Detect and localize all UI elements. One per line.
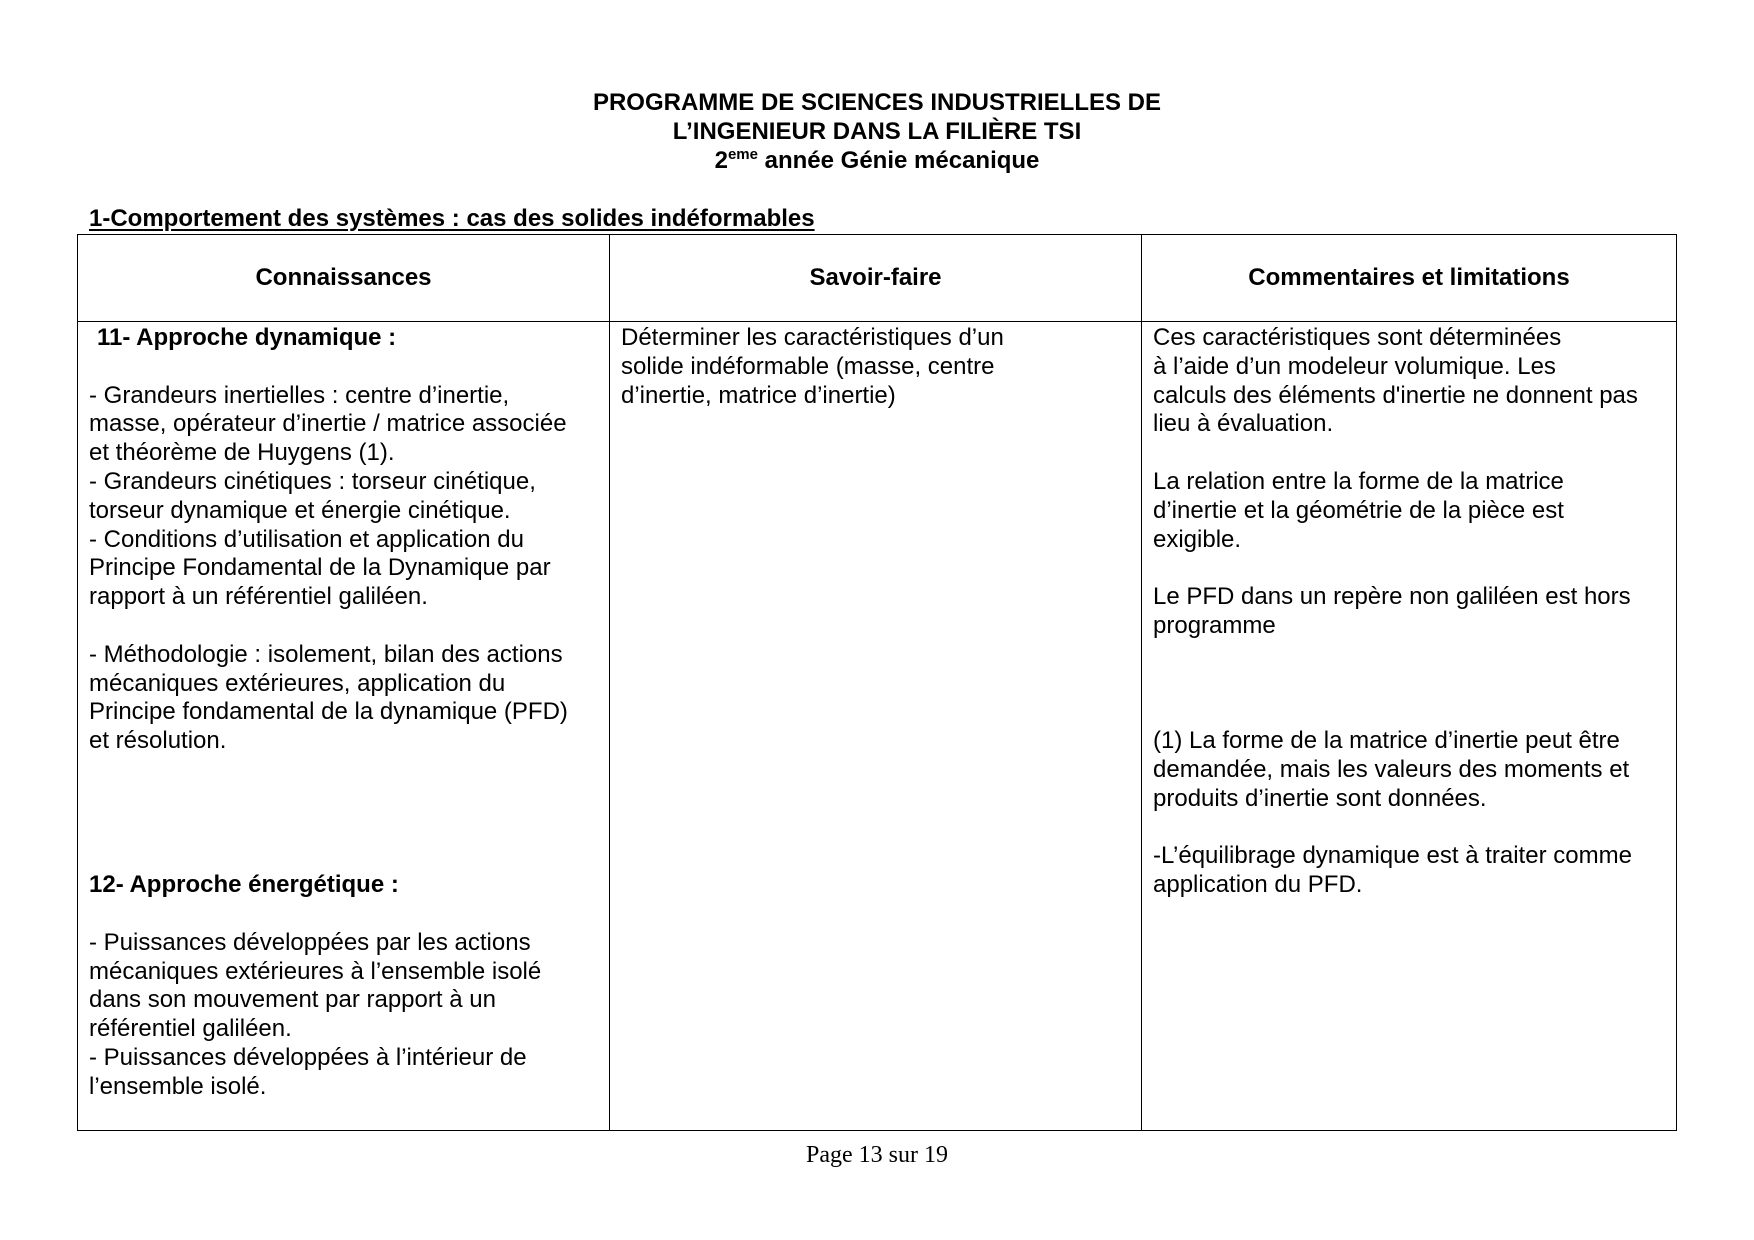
list-item: produits d’inertie sont données. bbox=[1153, 784, 1487, 812]
list-item: mécaniques extérieures, application du bbox=[89, 669, 506, 697]
program-table bbox=[77, 234, 1677, 1131]
list-item: et résolution. bbox=[89, 727, 227, 755]
list-item: - Méthodologie : isolement, bilan des actions bbox=[89, 640, 563, 668]
title-line-1: PROGRAMME DE SCIENCES INDUSTRIELLES DE bbox=[592, 89, 1162, 116]
list-item: d’inertie, matrice d’inertie) bbox=[621, 381, 896, 409]
cell-savoir-faire bbox=[610, 322, 1142, 1131]
list-item: Déterminer les caractéristiques d’un bbox=[621, 324, 1004, 351]
list-item: (1) La forme de la matrice d’inertie peut être bbox=[1153, 727, 1620, 755]
list-item: torseur dynamique et énergie cinétique. bbox=[89, 496, 511, 524]
list-item: application du PFD. bbox=[1153, 871, 1363, 899]
list-item: La relation entre la forme de la matrice bbox=[1153, 467, 1564, 495]
document-title bbox=[0, 88, 1754, 175]
list-item: - Puissances développées à l’intérieur de bbox=[89, 1043, 527, 1071]
title-line-2: L’INGENIEUR DANS LA FILIÈRE TSI bbox=[672, 118, 1082, 145]
heading-approche-energetique: 12- Approche énergétique : bbox=[89, 871, 399, 899]
year-superscript: eme bbox=[727, 146, 758, 163]
list-item: et théorème de Huygens (1). bbox=[89, 439, 395, 467]
list-item: lieu à évaluation. bbox=[1153, 410, 1334, 438]
page-number: Page 13 sur 19 bbox=[806, 1142, 948, 1168]
header-connaissances: Connaissances bbox=[78, 235, 610, 322]
list-item: demandée, mais les valeurs des moments et bbox=[1153, 755, 1630, 783]
table-header-row bbox=[78, 235, 1677, 322]
list-item: rapport à un référentiel galiléen. bbox=[89, 583, 428, 611]
list-item: dans son mouvement par rapport à un bbox=[89, 986, 496, 1014]
list-item: solide indéformable (masse, centre bbox=[621, 352, 995, 380]
header-savoir-faire: Savoir-faire bbox=[610, 235, 1142, 322]
list-item: - Conditions d’utilisation et application du bbox=[89, 525, 524, 553]
list-item: Principe Fondamental de la Dynamique par bbox=[89, 554, 551, 582]
year-description: année Génie mécanique bbox=[757, 147, 1040, 174]
heading-approche-dynamique: 11- Approche dynamique : bbox=[97, 324, 397, 351]
list-item: à l’aide d’un modeleur volumique. Les bbox=[1153, 352, 1556, 380]
list-item: Principe fondamental de la dynamique (PFD) bbox=[89, 698, 568, 726]
list-item: référentiel galiléen. bbox=[89, 1015, 292, 1043]
list-item: l’ensemble isolé. bbox=[89, 1072, 267, 1100]
list-item: d’inertie et la géométrie de la pièce est bbox=[1153, 496, 1564, 524]
cell-connaissances bbox=[78, 322, 610, 1131]
list-item: masse, opérateur d’inertie / matrice associée bbox=[89, 410, 567, 438]
year-number: 2 bbox=[714, 147, 728, 174]
list-item: mécaniques extérieures à l’ensemble isolé bbox=[89, 957, 542, 985]
list-item: Le PFD dans un repère non galiléen est hors bbox=[1153, 583, 1631, 611]
list-item: exigible. bbox=[1153, 525, 1242, 553]
list-item: programme bbox=[1153, 611, 1276, 639]
list-item: - Puissances développées par les actions bbox=[89, 928, 531, 956]
cell-commentaires bbox=[1142, 322, 1677, 1131]
list-item: - Grandeurs cinétiques : torseur cinétique, bbox=[89, 467, 536, 495]
list-item: - Grandeurs inertielles : centre d’inertie, bbox=[89, 381, 510, 409]
title-line-3 bbox=[0, 146, 1754, 175]
table-row bbox=[78, 322, 1677, 1131]
header-commentaires: Commentaires et limitations bbox=[1142, 235, 1677, 322]
list-item: calculs des éléments d'inertie ne donnent pas bbox=[1153, 381, 1638, 409]
section-heading: 1-Comportement des systèmes : cas des solides indéformables bbox=[89, 205, 815, 232]
list-item: -L’équilibrage dynamique est à traiter comme bbox=[1153, 842, 1632, 870]
list-item: Ces caractéristiques sont déterminées bbox=[1153, 324, 1562, 351]
